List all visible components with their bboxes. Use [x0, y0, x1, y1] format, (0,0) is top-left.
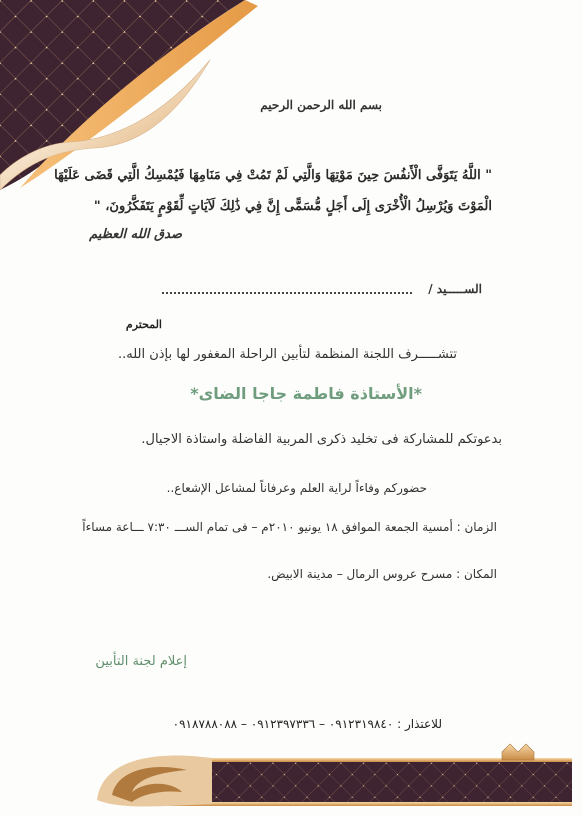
apology-phone-numbers: للاعتذار : ٠٩١٢٣١٩٨٤٠ – ٠٩١٢٣٩٧٣٣٦ – ٠٩١٨٧٨٨٠٨٨	[172, 717, 442, 731]
addressee-label: الســـــيد /	[428, 282, 482, 296]
honoree-name: *الأستاذة فاطمة جاجا الضاى*	[190, 384, 422, 403]
quran-verse-line-2: الْمَوْتَ وَيُرْسِلُ الْأُخْرَى إِلَى أَجَلٍ مُّسَمًّى إِنَّ فِي ذَٰلِكَ لَآيَاتٍ لِّقَوْمٍ يَتَفَكَّرُونَ، "	[93, 199, 492, 214]
basmala: بسم الله الرحمن الرحيم	[260, 98, 382, 112]
footer-ornament-banner	[92, 740, 574, 810]
addressee-fill-line	[162, 292, 412, 294]
event-time: الزمان : أمسية الجمعة الموافق ١٨ يونيو ٢٠١٠م – فى تمام الســـ ٧:٣٠ ـــاعة مساءاً	[82, 520, 497, 534]
quran-verse-line-1: " اللَّهُ يَتَوَفَّى الْأَنفُسَ حِينَ مَوْتِهَا وَالَّتِي لَمْ تَمُتْ فِي مَنَامِهَا فَيُمْسِكُ الَّتِي قَضَى عَلَيْهَا	[54, 168, 492, 183]
committee-signoff: إعلام لجنة التأبين	[95, 654, 187, 669]
invitation-text: بدعوتكم للمشاركة فى تخليد ذكرى المربية الفاضلة واستاذة الاجيال.	[141, 432, 502, 447]
respected-label: المحترم	[125, 318, 162, 331]
intro-text: تتشـــــرف اللجنة المنظمة لتأبين الراحلة المغفور لها بإذن الله..	[117, 347, 457, 362]
sadaqa-allah-calligraphy: صدق الله العظيم	[89, 227, 182, 242]
presence-text: حضوركم وفاءاً لراية العلم وعرفاناً لمشاعل الإشعاع..	[166, 481, 427, 495]
event-place: المكان : مسرح عروس الرمال – مدينة الابيض.	[267, 567, 497, 581]
